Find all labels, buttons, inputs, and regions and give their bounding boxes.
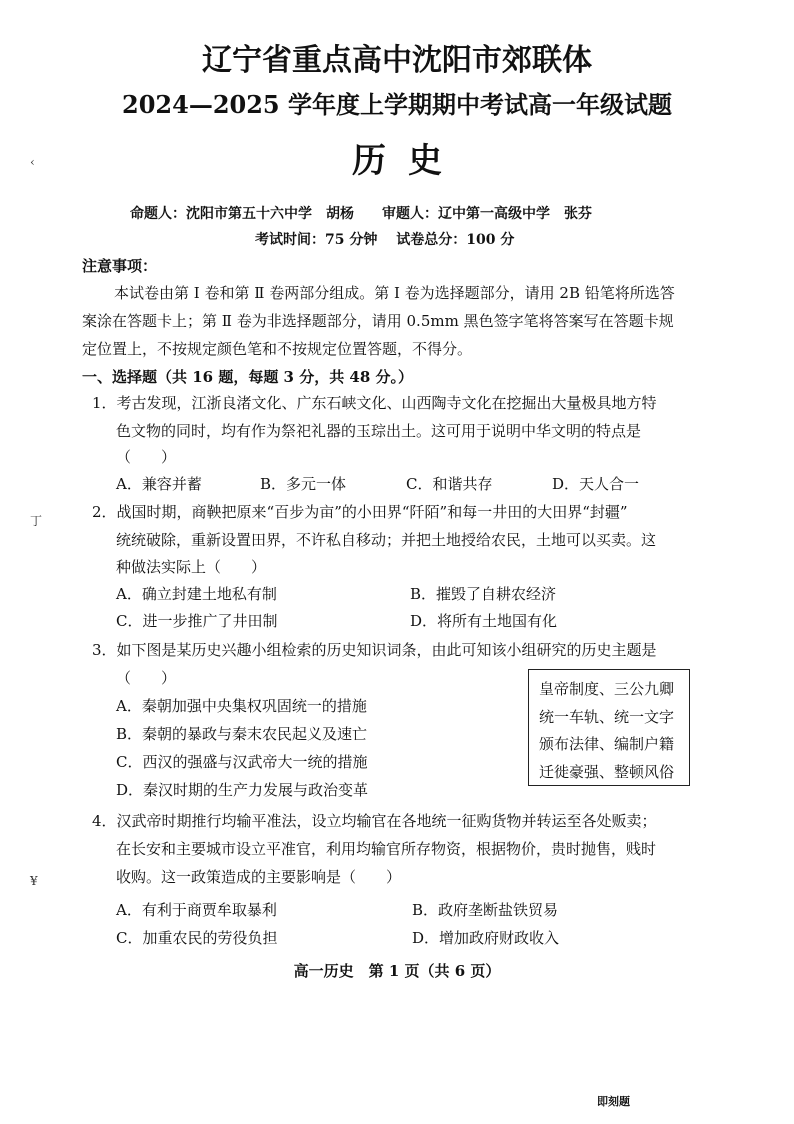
authors-line: 命题人：沈阳市第五十六中学 胡杨 审题人：辽中第一高级中学 张芬 [130, 206, 592, 222]
q3-option-b: B．秦朝的暴政与秦末农民起义及速亡 [116, 725, 368, 743]
margin-mark: ¥ [30, 874, 38, 888]
exam-header-line2: 2024—2025 学年度上学期期中考试高一年级试题 [122, 90, 672, 119]
notes-title: 注意事项： [82, 257, 158, 275]
exam-header-line1: 辽宁省重点高中沈阳市郊联体 [202, 43, 592, 78]
notes-line: 案涂在答题卡上；第 Ⅱ 卷为非选择题部分，请用 0.5mm 黑色签字笔将答案写在答题卡规 [82, 312, 674, 330]
section-heading: 一、选择题（共 16 题，每题 3 分，共 48 分。） [82, 368, 414, 386]
margin-mark: ‹ [30, 155, 35, 169]
question-3-line: 3．如下图是某历史兴趣小组检索的历史知识词条，由此可知该小组研究的历史主题是 [92, 641, 657, 659]
q4-option-b: B．政府垄断盐铁贸易 [412, 901, 559, 919]
q2-option-b: B．摧毁了自耕农经济 [410, 585, 557, 603]
q3-option-c: C．西汉的强盛与汉武帝大一统的措施 [116, 753, 368, 771]
time-score-line: 考试时间：75 分钟 试卷总分：100 分 [255, 232, 515, 248]
question-2-line: 2．战国时期，商鞅把原来“百步为亩”的小田界“阡陌”和每一井田的大田界“封疆” [92, 503, 628, 521]
question-2-line: 统统破除，重新设置田界，不许私自移动；并把土地授给农民，土地可以买卖。这 [116, 531, 657, 549]
q2-option-d: D．将所有土地国有化 [410, 612, 558, 630]
question-4-line: 在长安和主要城市设立平准官，利用均输官所存物资，根据物价，贵时抛售，贱时 [116, 840, 657, 858]
question-1-line: 色文物的同时，均有作为祭祀礼器的玉琮出土。这可用于说明中华文明的特点是 [116, 422, 642, 440]
watermark-label: 即刻题 [597, 1095, 630, 1108]
notes-line: 定位置上，不按规定颜色笔和不按规定位置答题，不得分。 [82, 340, 473, 358]
q1-option-b: B．多元一体 [260, 475, 347, 493]
q3-keyword-line: 颁布法律、编制户籍 [539, 735, 675, 753]
q3-keyword-line: 皇帝制度、三公九卿 [539, 680, 675, 698]
q1-option-a: A．兼容并蓄 [116, 475, 202, 493]
q3-option-d: D．秦汉时期的生产力发展与政治变革 [116, 781, 369, 799]
question-4-line: 收购。这一政策造成的主要影响是（ ） [116, 868, 402, 886]
q4-option-a: A．有利于商贾牟取暴利 [116, 901, 277, 919]
question-2-line: 种做法实际上（ ） [116, 558, 267, 576]
question-4-line: 4．汉武帝时期推行均输平准法，设立均输官在各地统一征购货物并转运至各处贩卖； [92, 812, 657, 830]
q3-keyword-line: 统一车轨、统一文字 [539, 707, 675, 726]
question-1-line: 1．考古发现，江浙良渚文化、广东石峡文化、山西陶寺文化在挖掘出大量极具地方特 [92, 394, 657, 412]
q3-option-a: A．秦朝加强中央集权巩固统一的措施 [116, 697, 367, 715]
subject-title: 历史 [352, 141, 464, 181]
q3-keyword-line: 迁徙豪强、整顿风俗 [539, 762, 675, 781]
q1-option-d: D．天人合一 [552, 475, 640, 493]
question-1-line: （ ） [116, 448, 177, 466]
question-3-line: （ ） [116, 669, 177, 687]
page-footer: 高一历史 第 1 页（共 6 页） [293, 962, 501, 980]
margin-mark: 丁 [30, 514, 43, 528]
q1-option-c: C．和谐共存 [406, 475, 493, 493]
q2-option-a: A．确立封建土地私有制 [116, 585, 277, 603]
q3-keyword-box [528, 669, 690, 786]
q4-option-d: D．增加政府财政收入 [412, 929, 560, 947]
notes-line: 本试卷由第 Ⅰ 卷和第 Ⅱ 卷两部分组成。第 Ⅰ 卷为选择题部分，请用 2B 铅笔将所选答 [114, 284, 675, 302]
q4-option-c: C．加重农民的劳役负担 [116, 929, 278, 947]
q2-option-c: C．进一步推广了井田制 [116, 612, 278, 630]
